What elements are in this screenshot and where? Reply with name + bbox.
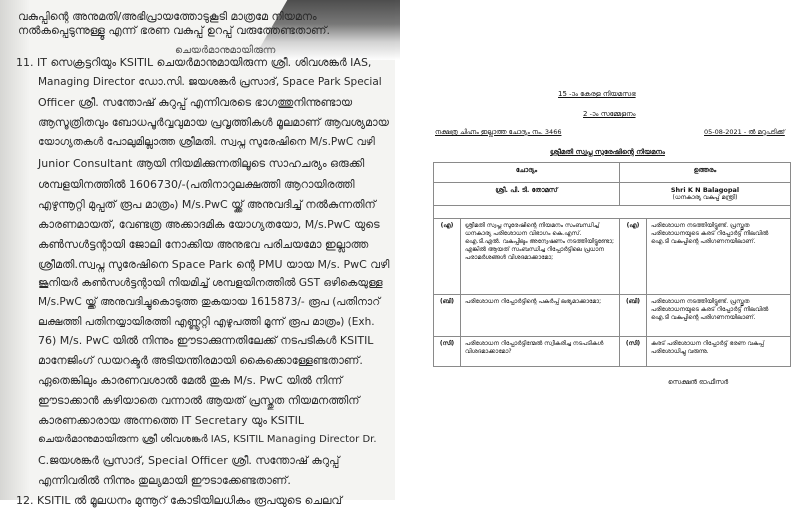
report-line: വകുപ്പിന്റെ അനുമതി/അഭിപ്രായത്തോടുകൂടി മാത്രമേ നിയമനം [18,10,317,23]
question-a: ശ്രീമതി സ്വപ്ന സുരേഷിന്റെ നിയമനം സംബന്ധിച്ച് ധനകാര്യ പരിശോധന വിഭാഗം കെ.എസ്. ഐ.ടി.എൽ. വകുപ്പിലും അന്വേഷണം നടത്തിയിട്ടുണ്ടോ; എങ്കിൽ ആയത് സംബന്ധിച്ച റിപ്പോർട്ടിലെ പ്രധാന പരാമർശങ്ങൾ വിശദമാക്കാമോ; [461,219,620,295]
answer-a: പരിശോധന നടത്തിയിട്ടുണ്ട്. പ്രസ്തുത പരിശോധനയുടെ കരട് റിപ്പോർട്ട് നിലവിൽ ഐ.ടി വകുപ്പിന്റെ പരിഗണനയിലാണ്. [647,219,791,295]
answer-date: 05-08-2021 - ൽ മറുപടിക്ക് [704,128,785,136]
report-line: എഴുന്നൂറ്റി മുപ്പത് രൂപ മാത്രം) M/s.PwC യ്ക്ക് അനുവദിച്ച് നൽകുന്നതിന് [38,198,376,211]
report-line: Junior Consultant ആയി നിയമിക്കുന്നതിലൂടെ സാഹചര്യം ഒരുക്കി [38,157,365,170]
assembly-answer-page [400,0,800,500]
report-line: ചെയർമാനുമായിരുന്ന ശ്രീ ശിവശങ്കർ IAS, KSITIL Managing Director Dr. [38,434,377,445]
sitting-heading: 2 -ാം സമ്മേളനം [583,110,636,118]
report-line: Officer ശ്രീ. സന്തോഷ് കുറുപ്പ് എന്നിവരടെ ഭാഗത്തുനിന്നുണ്ടായ [38,96,353,109]
report-line: ശമ്പളയിനത്തിൽ 1606730/-(പതിനാറുലക്ഷത്തി ആറായിരത്തി [38,178,355,191]
report-line: 11. IT സെക്രട്ടറിയും KSITIL ചെയർമാനുമായിരുന്ന ശ്രീ. ശിവശങ്കർ IAS, [16,56,372,69]
asker-name: ശ്രീ. പി. ടി. തോമസ് [434,183,620,206]
qa-table [433,162,791,367]
question-c: പരിശോധന റിപ്പോർട്ടിന്മേൽ സ്വീകരിച്ച നടപടികൾ വിശദമാക്കാമോ? [461,337,620,367]
question-number: നക്ഷത്ര ചിഹ്നം ഇല്ലാത്ത ചോദ്യം നം. 3466 [435,128,562,136]
qa-row-b: (ബി) പരിശോധന റിപ്പോർട്ടിന്റെ പകർപ്പ് ലഭ്യമാക്കാമോ; (ബി) പരിശോധന നടത്തിയിട്ടുണ്ട്. പ്രസ്തുത പരിശോധനയുടെ കരട് റിപ്പോർട്ട് നിലവിൽ ഐ.ടി വകുപ്പിന്റെ പരിഗണനയിലാണ്. [434,295,791,337]
report-line: കൺസൾട്ടന്റായി ജോലി നോക്കിയ അനുഭവ പരിചയമോ ഇല്ലാത്ത [38,238,369,251]
qa-row-c: (സി) പരിശോധന റിപ്പോർട്ടിന്മേൽ സ്വീകരിച്ച നടപടികൾ വിശദമാക്കാമോ? (സി) കരട് പരിശോധന റിപ്പോർട്ട് ഭരണ വകുപ്പ് പരിശോധിച്ചു വരുന്നു. [434,337,791,367]
report-line: കാരണക്കാരായ അന്നത്തെ IT Secretary യും KSITIL [38,414,305,427]
report-line: C.ജയശങ്കർ പ്രസാദ്, Special Officer ശ്രീ. സന്തോഷ് കുറുപ്പ് [38,454,340,467]
report-line: ശ്രീമതി.സ്വപ്ന സുരേഷിനെ Space Park ന്റെ PMU യായ M/s. PwC വഴി [38,258,390,271]
question-b: പരിശോധന റിപ്പോർട്ടിന്റെ പകർപ്പ് ലഭ്യമാക്കാമോ; [461,295,620,337]
margin-note: ചെയർമാനുമായിരുന്ന [175,45,276,56]
report-line: നൽകപ്പെടുന്നുള്ളൂ എന്ന് ഭരണ വകുപ്പ് ഉറപ്പ് വരുത്തേണ്ടതാണ്. [18,24,330,37]
session-heading: 15 -ാം കേരള നിയമസഭ [558,90,636,98]
report-line: ലക്ഷത്തി പതിനയ്യായിരത്തി എണ്ണൂറ്റി എഴുപത്തി മൂന്ന് രൂപ മാത്രം) (Exh. [38,316,375,328]
report-line: ഈടാക്കാൻ കഴിയാതെ വന്നാൽ ആയത് പ്രസ്തുത നിയമനത്തിന് [38,394,360,407]
report-line: 76) M/s. PwC യിൽ നിന്നും ഈടാക്കുന്നതിലേക്ക് നടപടികൾ KSITIL [38,334,374,347]
question-topic: ശ്രീമതി സ്വപ്ന സുരേഷിന്റെ നിയമനം [550,148,665,156]
report-line: എന്നിവരിൽ നിന്നും തുല്യമായി ഈടാക്കേണ്ടതാണ്. [38,474,291,487]
report-line: Managing Director ഡോ.സി. ജയശങ്കർ പ്രസാദ്, Space Park Special [38,76,382,88]
qa-row-a: (എ) ശ്രീമതി സ്വപ്ന സുരേഷിന്റെ നിയമനം സംബന്ധിച്ച് ധനകാര്യ പരിശോധന വിഭാഗം കെ.എസ്. ഐ.ടി.എൽ. വകുപ്പിലും അന്വേഷണം നടത്തിയിട്ടുണ്ടോ; എങ്കിൽ ആയത് സംബന്ധിച്ച റിപ്പോർട്ടിലെ പ്രധാന പരാമർശങ്ങൾ വിശദമാക്കാമോ; (എ) പരിശോധന നടത്തിയിട്ടുണ്ട്. പ്രസ്തുത പരിശോധനയുടെ കരട് റിപ്പോർട്ട് നിലവിൽ ഐ.ടി വകുപ്പിന്റെ പരിഗണനയിലാണ്. [434,219,791,295]
report-line: ആസൂത്രിതവും ബോധപൂർവ്വവുമായ പ്രവൃത്തികൾ മൂലമാണ് ആവശ്യമായ [38,116,389,129]
question-column-header: ചോദ്യം [434,163,620,183]
answer-c: കരട് പരിശോധന റിപ്പോർട്ട് ഭരണ വകുപ്പ് പരിശോധിച്ചു വരുന്നു. [647,337,791,367]
report-line: ഏതെങ്കിലും കാരണവശാൽ മേൽ തുക M/s. PwC യിൽ നിന്ന് [38,374,343,387]
answer-b: പരിശോധന നടത്തിയിട്ടുണ്ട്. പ്രസ്തുത പരിശോധനയുടെ കരട് റിപ്പോർട്ട് നിലവിൽ ഐ.ടി വകുപ്പിന്റെ പരിഗണനയിലാണ്. [647,295,791,337]
left-report-page [0,0,395,507]
report-line: M/s.PwC യ്ക്ക് അനുവദിച്ചുകൊടുത്ത തുകയായ 1615873/- രൂപ (പതിനാറ് [38,296,381,308]
section-officer-signature: സെക്ഷൻ ഓഫീസർ [668,378,729,386]
page-edge-shadow [0,0,30,500]
minister-name: Shri K N Balagopal (ധനകാര്യ വകുപ്പ് മന്ത്രി) [620,183,791,206]
report-line: കാരണമായത്, വേണ്ടത്ര അക്കാദമിക യോഗ്യതയോ, M/s.PwC യുടെ [38,218,380,231]
report-line: യോഗ്യതകൾ പോലുമില്ലാത്ത ശ്രീമതി. സ്വപ്ന സുരേഷിനെ M/s.PwC വഴി [38,136,375,148]
report-line: 12. KSITIL ൽ മൂലധനം മുന്നൂറ് കോടിയിലധികം രൂപയുടെ ചെലവ് [16,494,343,507]
report-line: ജൂനിയർ കൺസൾട്ടന്റായി നിയമിച്ച് ശമ്പളയിനത്തിൽ GST ഒഴികെയുള്ള [38,277,383,289]
report-line: മാനേജിംഗ് ഡയറക്ടർ അടിയന്തിരമായി കൈക്കൊള്ളേണ്ടതാണ്. [38,354,363,367]
answer-column-header: ഉത്തരം [620,163,791,183]
